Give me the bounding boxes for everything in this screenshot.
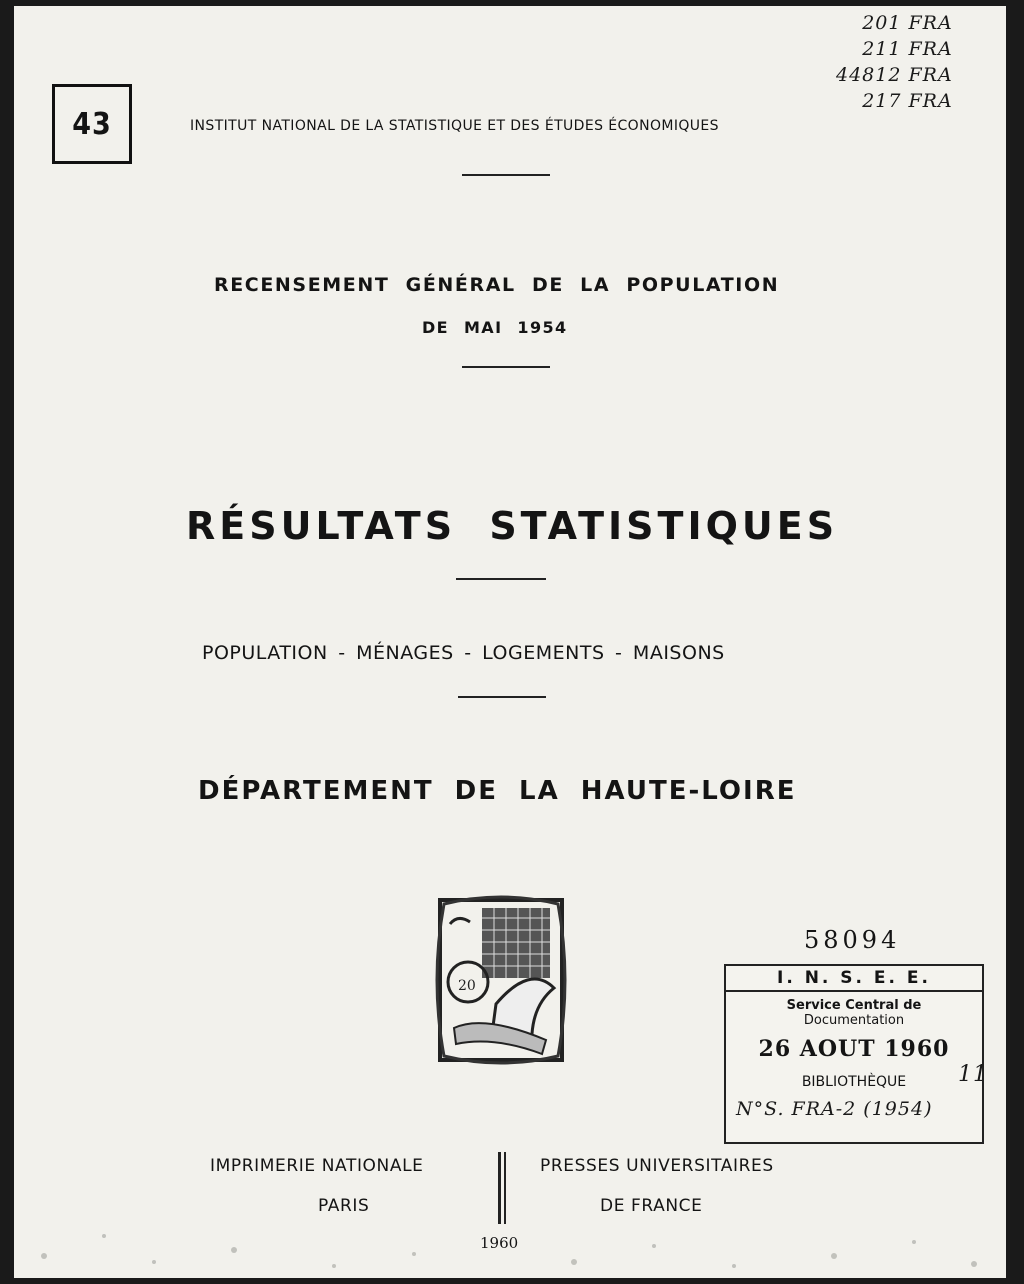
- document-subjects: POPULATION - MÉNAGES - LOGEMENTS - MAISONS: [202, 642, 725, 664]
- stamp-library: BIBLIOTHÈQUE: [801, 1074, 907, 1090]
- stamp-margin-note: 11: [958, 1062, 988, 1087]
- stamp-documentation: Documentation: [803, 1013, 905, 1028]
- publisher-left-name: IMPRIMERIE NATIONALE: [210, 1156, 424, 1176]
- stamp-service: Service Central de: [786, 998, 922, 1013]
- accession-number: 58094: [804, 926, 901, 954]
- publisher-right-name-cont: DE FRANCE: [600, 1196, 703, 1216]
- stamp-reference: N°S. FRA-2 (1954): [736, 1098, 933, 1120]
- publisher-emblem-icon: [434, 894, 568, 1066]
- census-title-line1: RECENSEMENT GÉNÉRAL DE LA POPULATION: [214, 274, 780, 296]
- department-name: DÉPARTEMENT DE LA HAUTE-LOIRE: [198, 776, 797, 806]
- document-page: [14, 6, 1006, 1278]
- svg-text:20: 20: [458, 978, 476, 994]
- divider-rule: [462, 174, 550, 176]
- handwritten-code: 44812 FRA: [836, 64, 953, 86]
- divider-rule: [458, 696, 546, 698]
- stamp-header: I. N. S. E. E.: [726, 966, 982, 992]
- handwritten-code: 211 FRA: [862, 38, 953, 60]
- census-title-line2: DE MAI 1954: [422, 318, 568, 337]
- handwritten-code: 217 FRA: [862, 90, 953, 112]
- divider-rule: [462, 366, 550, 368]
- library-stamp: [724, 964, 984, 1144]
- publisher-right-name: PRESSES UNIVERSITAIRES: [540, 1156, 774, 1176]
- catalog-number-box: 43: [52, 84, 132, 164]
- handwritten-code: 201 FRA: [862, 12, 953, 34]
- paper-stains: [14, 1166, 1006, 1278]
- institute-name: INSTITUT NATIONAL DE LA STATISTIQUE ET DES ÉTUDES ÉCONOMIQUES: [190, 118, 719, 134]
- divider-rule: [456, 578, 546, 580]
- publisher-left-city: PARIS: [318, 1196, 370, 1216]
- handwritten-codes: [836, 10, 953, 114]
- document-title: RÉSULTATS STATISTIQUES: [186, 504, 839, 548]
- stamp-date: 26 AOUT 1960: [758, 1036, 950, 1062]
- publication-year: 1960: [480, 1234, 519, 1252]
